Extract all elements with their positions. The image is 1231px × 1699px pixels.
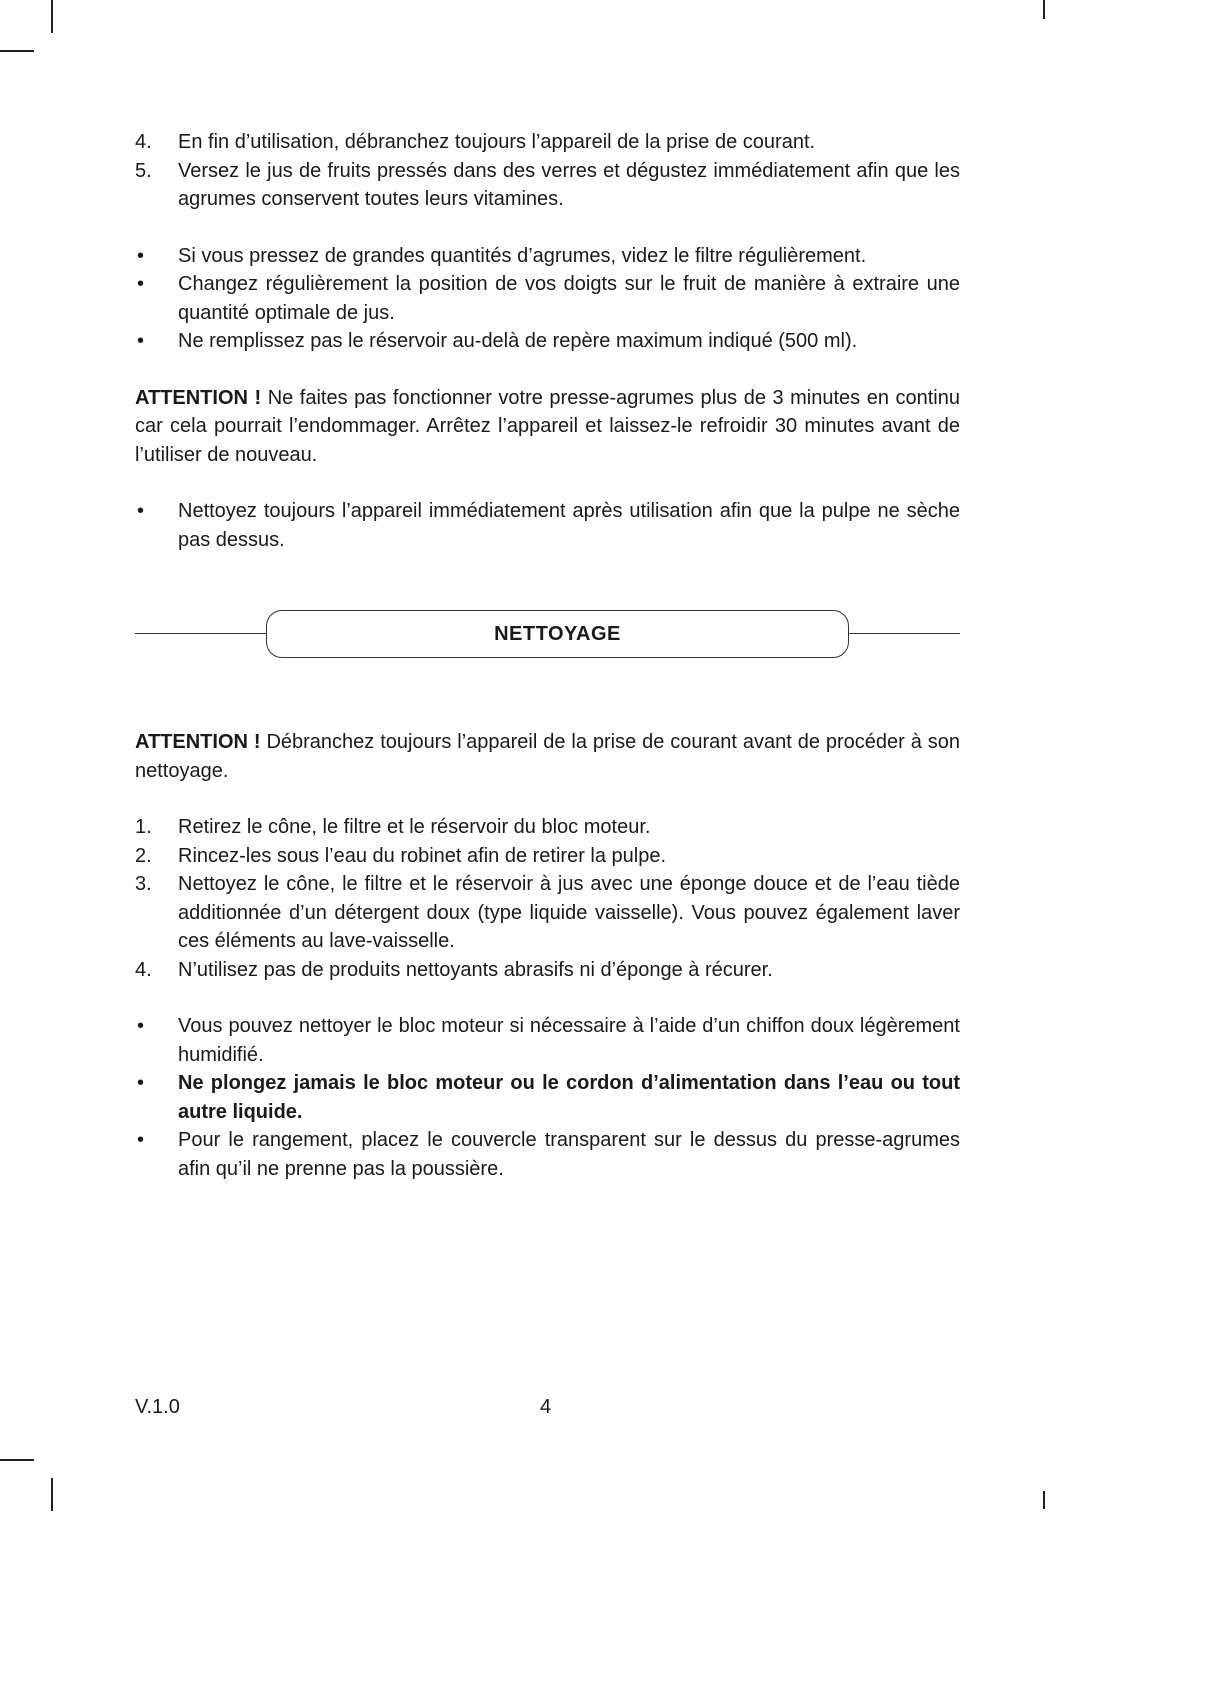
crop-mark-top-left-horizontal	[0, 50, 34, 52]
list-number: 2.	[135, 844, 152, 867]
bullet-icon: •	[137, 1072, 145, 1094]
list-text: Vous pouvez nettoyer le bloc moteur si nécessaire à l’aide d’un chiffon doux légèrement humidifié.	[178, 1015, 960, 1066]
list-number: 5.	[135, 159, 152, 182]
list-text: N’utilisez pas de produits nettoyants abrasifs ni d’éponge à récurer.	[178, 958, 773, 981]
bullet-icon: •	[137, 330, 145, 352]
list-text: Versez le jus de fruits pressés dans des verres et dégustez immédiatement afin que les agrumes conservent toutes leurs vitamines.	[178, 159, 960, 210]
warning-text: Débranchez toujours l’appareil de la prise de courant avant de procéder à son nettoyage.	[135, 731, 961, 782]
warning-label: ATTENTION !	[135, 731, 261, 753]
list-item	[135, 870, 960, 956]
section-header	[135, 610, 960, 658]
bullet-icon: •	[137, 1015, 145, 1037]
bullet-icon: •	[137, 244, 145, 267]
document-body	[135, 128, 960, 1183]
list-text: Nettoyez le cône, le filtre et le réservoir à jus avec une éponge douce et de l’eau tiède additionnée d’un détergent doux (type liquide vaisselle). Vous pouvez également laver ces éléments au lave-vaisselle.	[178, 873, 960, 952]
bullet-icon: •	[137, 500, 145, 522]
warning-paragraph	[135, 384, 960, 470]
header-rule-left	[135, 633, 267, 634]
list-item	[135, 956, 960, 985]
crop-mark-top-left-vertical	[51, 0, 53, 33]
warning-paragraph	[135, 728, 960, 785]
list-item	[135, 128, 960, 157]
list-text: Ne remplissez pas le réservoir au-delà de repère maximum indiqué (500 ml).	[178, 330, 858, 352]
page-number: 4	[540, 1396, 552, 1418]
list-item	[135, 1126, 960, 1183]
list-text: Changez régulièrement la position de vos doigts sur le fruit de manière à extraire une quantité optimale de jus.	[178, 273, 960, 324]
list-item	[135, 157, 960, 214]
list-number: 3.	[135, 873, 152, 895]
cleaning-tips-list	[135, 1012, 960, 1183]
list-text: En fin d’utilisation, débranchez toujours l’appareil de la prise de courant.	[178, 131, 816, 153]
bullet-icon: •	[137, 273, 145, 295]
usage-tips-list	[135, 242, 960, 356]
cleaning-steps-list	[135, 813, 960, 984]
list-item	[135, 497, 960, 554]
section-title: NETTOYAGE	[266, 610, 849, 658]
list-text: Nettoyez toujours l’appareil immédiatement après utilisation afin que la pulpe ne sèche pas dessus.	[178, 500, 960, 551]
list-item	[135, 270, 960, 327]
warning-text: Ne faites pas fonctionner votre presse-agrumes plus de 3 minutes en continu car cela pourrait l’endommager. Arrêtez l’appareil et laissez-le refroidir 30 minutes avant de l’utiliser de nouveau.	[135, 386, 960, 466]
bullet-icon: •	[137, 1129, 145, 1151]
list-item	[135, 842, 960, 871]
list-text: Pour le rangement, placez le couvercle transparent sur le dessus du presse-agrumes afin qu’il ne prenne pas la poussière.	[178, 1129, 960, 1180]
list-text: Rincez-les sous l’eau du robinet afin de retirer la pulpe.	[178, 844, 667, 867]
list-item	[135, 1069, 960, 1126]
list-item	[135, 242, 960, 271]
header-rule-right	[848, 633, 960, 634]
list-text: Retirez le cône, le filtre et le réservoir du bloc moteur.	[178, 816, 651, 838]
crop-mark-bottom-right-vertical	[1043, 1491, 1045, 1509]
list-number: 4.	[135, 958, 152, 981]
crop-mark-bottom-left-horizontal	[0, 1459, 34, 1461]
list-text-warning: Ne plongez jamais le bloc moteur ou le cordon d’alimentation dans l’eau ou tout autre liquide.	[178, 1072, 960, 1123]
list-item	[135, 327, 960, 356]
crop-mark-top-right-vertical	[1043, 0, 1045, 19]
warning-label: ATTENTION !	[135, 386, 262, 409]
footer-version: V.1.0	[135, 1396, 180, 1418]
list-text: Si vous pressez de grandes quantités d’agrumes, videz le filtre régulièrement.	[178, 244, 867, 267]
list-number: 4.	[135, 131, 152, 153]
list-number: 1.	[135, 816, 152, 838]
list-item	[135, 813, 960, 842]
usage-steps-list	[135, 128, 960, 214]
list-item	[135, 1012, 960, 1069]
crop-mark-bottom-left-vertical	[51, 1478, 53, 1511]
